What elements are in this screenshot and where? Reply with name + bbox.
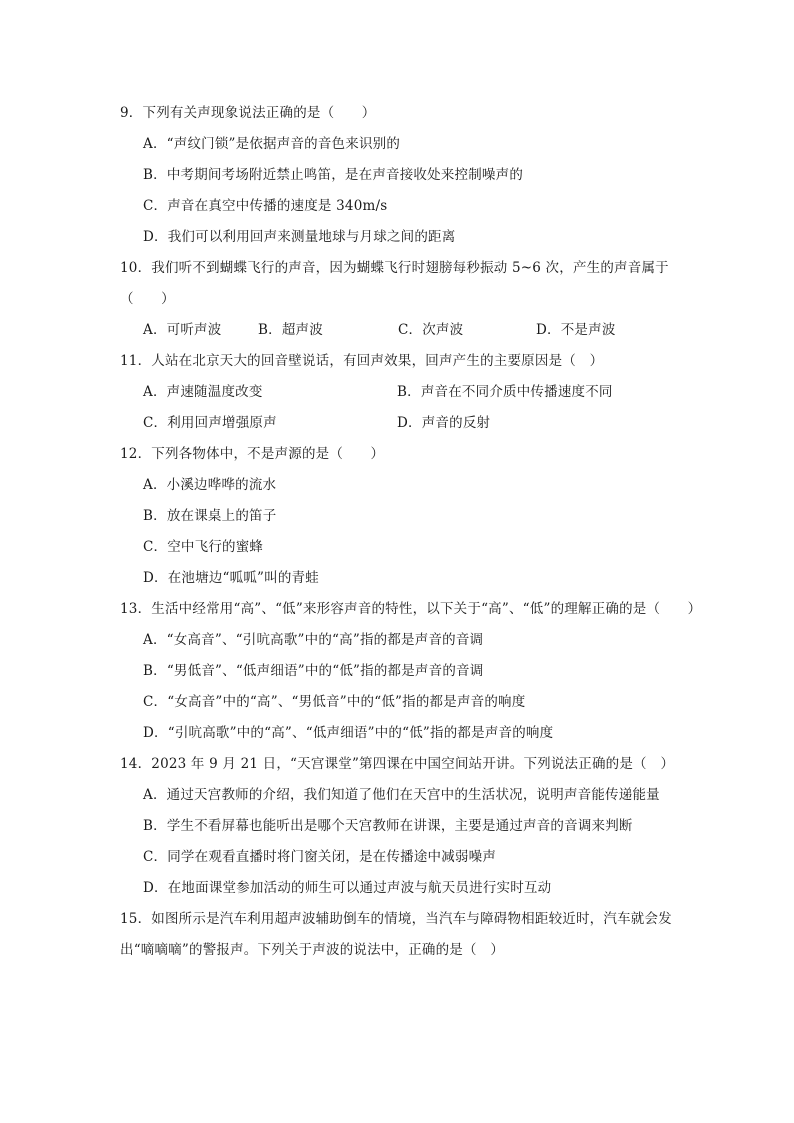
question-9-option-d: D．我们可以利用回声来测量地球与月球之间的距离	[143, 229, 456, 245]
question-15-stem: 15．如图所示是汽车利用超声波辅助倒车的情境，当汽车与障碍物相距较近时，汽车就会发	[120, 911, 672, 927]
question-11-option-b: B．声音在不同介质中传播速度不同	[397, 384, 613, 400]
question-12-option-c: C．空中飞行的蜜蜂	[143, 539, 264, 555]
question-14-stem: 14．2023 年 9 月 21 日，“天宫课堂”第四课在中国空间站开讲。下列说法正确的是（ ）	[120, 756, 675, 772]
question-14-option-a: A．通过天宫教师的介绍，我们知道了他们在天宫中的生活状况，说明声音能传递能量	[143, 787, 660, 803]
question-13-option-d: D．“引吭高歌”中的“高”、“低声细语”中的“低”指的都是声音的响度	[143, 725, 554, 741]
question-11-option-a: A．声速随温度改变	[143, 384, 263, 400]
question-9-option-c: C．声音在真空中传播的速度是 340m/s	[143, 198, 388, 214]
question-9-stem: 9．下列有关声现象说法正确的是（ ）	[120, 105, 376, 121]
question-10-option-a: A．可听声波	[143, 322, 222, 338]
question-11-option-d: D．声音的反射	[397, 415, 491, 431]
question-13-option-a: A．“女高音”、“引吭高歌”中的“高”指的都是声音的音调	[143, 632, 484, 648]
question-14-option-c: C．同学在观看直播时将门窗关闭，是在传播途中减弱噪声	[143, 849, 497, 865]
question-10-option-d: D．不是声波	[536, 322, 616, 338]
question-13-option-c: C．“女高音”中的“高”、“男低音”中的“低”指的都是声音的响度	[143, 694, 526, 710]
question-14-option-d: D．在地面课堂参加活动的师生可以通过声波与航天员进行实时互动	[143, 880, 552, 896]
question-9-option-a: A．“声纹门锁”是依据声音的音色来识别的	[143, 136, 401, 152]
question-10-option-b: B．超声波	[258, 322, 323, 338]
question-13-option-b: B．“男低音”、“低声细语”中的“低”指的都是声音的音调	[143, 663, 484, 679]
question-12-option-a: A．小溪边哗哗的流水	[143, 477, 277, 493]
question-12-stem: 12．下列各物体中，不是声源的是（ ）	[120, 446, 385, 462]
question-13-stem: 13．生活中经常用“高”、“低”来形容声音的特性，以下关于“高”、“低”的理解正确的是（ ）	[120, 601, 702, 617]
question-11-stem: 11．人站在北京天大的回音壁说话，有回声效果，回声产生的主要原因是（ ）	[120, 353, 604, 369]
question-14-option-b: B．学生不看屏幕也能听出是哪个天宫教师在讲课，主要是通过声音的音调来判断	[143, 818, 633, 834]
question-10-stem: 10．我们听不到蝴蝶飞行的声音，因为蝴蝶飞行时翅膀每秒振动 5~6 次，产生的声音属于	[120, 260, 669, 276]
question-12-option-d: D．在池塘边“呱呱”叫的青蛙	[143, 570, 319, 586]
question-9-option-b: B．中考期间考场附近禁止鸣笛，是在声音接收处来控制噪声的	[143, 167, 524, 183]
question-10-option-c: C．次声波	[398, 322, 464, 338]
question-11-option-c: C．利用回声增强原声	[143, 415, 277, 431]
question-15-stem-cont: 出“嘀嘀嘀”的警报声。下列关于声波的说法中，正确的是（ ）	[120, 942, 505, 958]
question-12-option-b: B．放在课桌上的笛子	[143, 508, 277, 524]
question-10-stem-cont: （ ）	[120, 291, 175, 307]
